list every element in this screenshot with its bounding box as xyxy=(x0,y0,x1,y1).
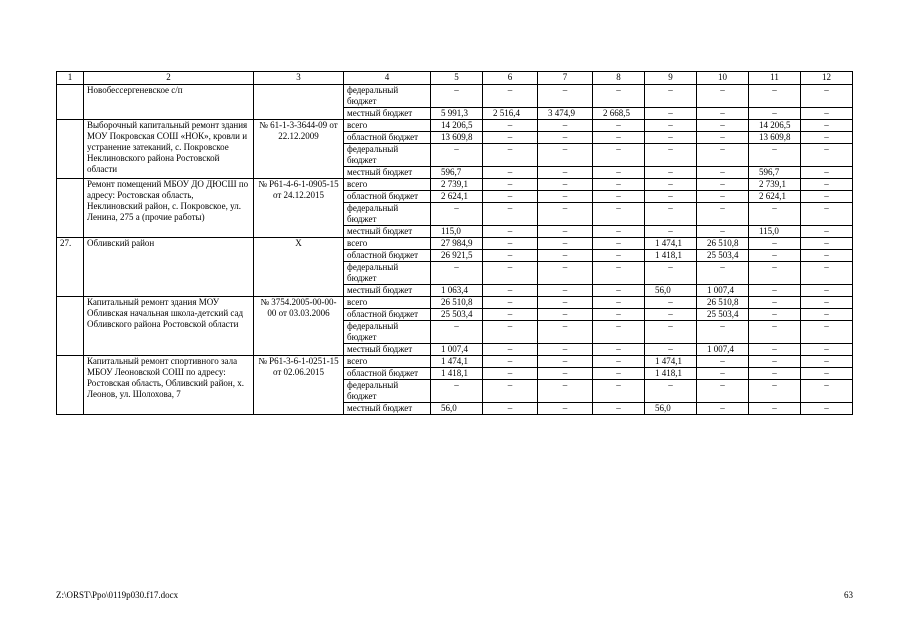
value-cell: 13 609,8 xyxy=(431,132,483,144)
value-cell: – xyxy=(697,356,749,368)
value-cell: – xyxy=(593,191,645,203)
value-cell: – xyxy=(749,238,801,250)
value-cell: – xyxy=(593,297,645,309)
object-name: Выборочный капитальный ремонт здания МОУ Покровская СОШ «НОК», кровли и устранение затеканий, с. Покровское Неклиновского района Ростовской области xyxy=(84,120,254,179)
value-cell: – xyxy=(431,85,483,108)
value-cell: 26 510,8 xyxy=(697,238,749,250)
document-reference: № 61-1-3-3644-09 от 22.12.2009 xyxy=(254,120,344,179)
value-cell: – xyxy=(538,144,593,167)
value-cell: – xyxy=(431,380,483,403)
value-cell: 596,7 xyxy=(749,167,801,179)
value-cell: – xyxy=(801,144,853,167)
value-cell: – xyxy=(593,380,645,403)
value-cell: – xyxy=(697,203,749,226)
value-cell: – xyxy=(483,321,538,344)
value-cell: – xyxy=(697,132,749,144)
value-cell: – xyxy=(538,226,593,238)
funding-source: местный бюджет xyxy=(344,344,431,356)
value-cell: – xyxy=(697,85,749,108)
funding-source: федеральный бюджет xyxy=(344,380,431,403)
value-cell: – xyxy=(645,179,697,191)
column-header-7: 7 xyxy=(538,72,593,85)
value-cell: – xyxy=(431,144,483,167)
value-cell: 25 503,4 xyxy=(697,250,749,262)
value-cell: – xyxy=(483,309,538,321)
value-cell: 1 474,1 xyxy=(645,238,697,250)
funding-source: областной бюджет xyxy=(344,191,431,203)
value-cell: 1 007,4 xyxy=(697,344,749,356)
value-cell: 1 474,1 xyxy=(645,356,697,368)
value-cell: – xyxy=(645,120,697,132)
table-body xyxy=(57,85,853,415)
column-header-3: 3 xyxy=(254,72,344,85)
value-cell: 2 739,1 xyxy=(431,179,483,191)
document-reference: № Р61-4-6-1-0905-15 от 24.12.2015 xyxy=(254,179,344,238)
value-cell: – xyxy=(538,179,593,191)
value-cell: – xyxy=(749,250,801,262)
value-cell: – xyxy=(697,380,749,403)
document-reference: Х xyxy=(254,238,344,297)
value-cell: – xyxy=(697,167,749,179)
document-reference xyxy=(254,85,344,120)
funding-source: всего xyxy=(344,356,431,368)
value-cell: – xyxy=(801,297,853,309)
budget-table-wrapper xyxy=(56,71,852,415)
value-cell: – xyxy=(593,120,645,132)
value-cell: – xyxy=(697,368,749,380)
value-cell: – xyxy=(645,167,697,179)
object-name: Ремонт помещений МБОУ ДО ДЮСШ по адресу: Ростовская область, Неклиновский район, с. Покровское, ул. Ленина, 275 а (прочие работы) xyxy=(84,179,254,238)
value-cell: – xyxy=(697,108,749,120)
value-cell: – xyxy=(593,167,645,179)
value-cell: – xyxy=(645,344,697,356)
value-cell: – xyxy=(483,120,538,132)
row-number xyxy=(57,120,84,179)
value-cell: – xyxy=(538,356,593,368)
value-cell: – xyxy=(645,262,697,285)
value-cell: – xyxy=(538,203,593,226)
column-header-4: 4 xyxy=(344,72,431,85)
funding-source: федеральный бюджет xyxy=(344,321,431,344)
value-cell: – xyxy=(801,250,853,262)
value-cell: – xyxy=(483,85,538,108)
funding-source: всего xyxy=(344,238,431,250)
value-cell: – xyxy=(645,85,697,108)
value-cell: – xyxy=(593,203,645,226)
funding-source: областной бюджет xyxy=(344,250,431,262)
value-cell: 26 921,5 xyxy=(431,250,483,262)
value-cell: – xyxy=(801,85,853,108)
value-cell: – xyxy=(801,203,853,226)
funding-source: местный бюджет xyxy=(344,108,431,120)
value-cell: – xyxy=(697,403,749,415)
value-cell: – xyxy=(749,356,801,368)
value-cell: – xyxy=(697,191,749,203)
table-row xyxy=(57,238,853,250)
row-number xyxy=(57,356,84,415)
table-header-row xyxy=(57,72,853,85)
value-cell: – xyxy=(801,179,853,191)
column-header-10: 10 xyxy=(697,72,749,85)
funding-source: всего xyxy=(344,297,431,309)
column-header-2: 2 xyxy=(84,72,254,85)
value-cell: – xyxy=(483,179,538,191)
value-cell: – xyxy=(749,262,801,285)
value-cell: – xyxy=(593,250,645,262)
funding-source: местный бюджет xyxy=(344,285,431,297)
value-cell: 25 503,4 xyxy=(697,309,749,321)
value-cell: – xyxy=(749,85,801,108)
column-header-1: 1 xyxy=(57,72,84,85)
value-cell: – xyxy=(749,297,801,309)
value-cell: – xyxy=(749,309,801,321)
value-cell: – xyxy=(593,321,645,344)
value-cell: – xyxy=(801,108,853,120)
column-header-9: 9 xyxy=(645,72,697,85)
value-cell: 115,0 xyxy=(749,226,801,238)
value-cell: – xyxy=(697,179,749,191)
document-reference: № Р61-3-6-1-0251-15 от 02.06.2015 xyxy=(254,356,344,415)
value-cell: – xyxy=(431,203,483,226)
value-cell: – xyxy=(749,203,801,226)
row-number: 27. xyxy=(57,238,84,297)
value-cell: – xyxy=(593,403,645,415)
value-cell: 56,0 xyxy=(645,403,697,415)
value-cell: – xyxy=(483,356,538,368)
value-cell: – xyxy=(483,191,538,203)
column-header-11: 11 xyxy=(749,72,801,85)
value-cell: – xyxy=(645,321,697,344)
funding-source: всего xyxy=(344,179,431,191)
value-cell: 596,7 xyxy=(431,167,483,179)
footer-file-path: Z:\ORST\Ppo\0119p030.f17.docx xyxy=(56,590,179,600)
value-cell: – xyxy=(749,344,801,356)
value-cell: – xyxy=(483,238,538,250)
value-cell: – xyxy=(645,226,697,238)
value-cell: – xyxy=(801,344,853,356)
object-name: Капитальный ремонт здания МОУ Обливская начальная школа-детский сад Обливского района Ростовской области xyxy=(84,297,254,356)
value-cell: – xyxy=(749,285,801,297)
funding-source: федеральный бюджет xyxy=(344,262,431,285)
value-cell: 1 418,1 xyxy=(645,368,697,380)
value-cell: 14 206,5 xyxy=(749,120,801,132)
value-cell: 2 624,1 xyxy=(431,191,483,203)
value-cell: – xyxy=(749,380,801,403)
value-cell: – xyxy=(538,285,593,297)
value-cell: – xyxy=(593,344,645,356)
value-cell: – xyxy=(801,285,853,297)
footer-page-number: 63 xyxy=(844,590,853,600)
value-cell: – xyxy=(801,368,853,380)
value-cell: 1 007,4 xyxy=(697,285,749,297)
value-cell: – xyxy=(431,262,483,285)
value-cell: 1 007,4 xyxy=(431,344,483,356)
value-cell: – xyxy=(645,203,697,226)
value-cell: – xyxy=(801,321,853,344)
value-cell: – xyxy=(593,238,645,250)
value-cell: – xyxy=(538,403,593,415)
column-header-12: 12 xyxy=(801,72,853,85)
value-cell: – xyxy=(801,380,853,403)
value-cell: – xyxy=(749,368,801,380)
value-cell: – xyxy=(801,132,853,144)
column-header-5: 5 xyxy=(431,72,483,85)
value-cell: – xyxy=(645,191,697,203)
value-cell: – xyxy=(593,368,645,380)
funding-source: федеральный бюджет xyxy=(344,144,431,167)
funding-source: областной бюджет xyxy=(344,368,431,380)
value-cell: – xyxy=(697,226,749,238)
column-header-6: 6 xyxy=(483,72,538,85)
value-cell: – xyxy=(593,132,645,144)
value-cell: – xyxy=(483,167,538,179)
value-cell: – xyxy=(538,297,593,309)
value-cell: – xyxy=(483,262,538,285)
value-cell: – xyxy=(801,238,853,250)
value-cell: 2 668,5 xyxy=(593,108,645,120)
object-name: Новобессергеневское с/п xyxy=(84,85,254,120)
funding-source: федеральный бюджет xyxy=(344,85,431,108)
value-cell: – xyxy=(593,144,645,167)
value-cell: 2 739,1 xyxy=(749,179,801,191)
value-cell: 3 474,9 xyxy=(538,108,593,120)
value-cell: – xyxy=(645,309,697,321)
value-cell: – xyxy=(749,321,801,344)
value-cell: – xyxy=(749,108,801,120)
value-cell: – xyxy=(538,132,593,144)
value-cell: – xyxy=(593,179,645,191)
value-cell: – xyxy=(749,144,801,167)
table-row xyxy=(57,356,853,368)
value-cell: 1 474,1 xyxy=(431,356,483,368)
value-cell: – xyxy=(801,403,853,415)
row-number xyxy=(57,297,84,356)
funding-source: областной бюджет xyxy=(344,132,431,144)
value-cell: – xyxy=(483,297,538,309)
table-row xyxy=(57,120,853,132)
value-cell: – xyxy=(538,167,593,179)
value-cell: – xyxy=(538,238,593,250)
value-cell: – xyxy=(483,380,538,403)
value-cell: – xyxy=(697,262,749,285)
value-cell: – xyxy=(593,285,645,297)
value-cell: – xyxy=(538,309,593,321)
value-cell: 5 991,3 xyxy=(431,108,483,120)
value-cell: 14 206,5 xyxy=(431,120,483,132)
value-cell: – xyxy=(593,226,645,238)
funding-source: федеральный бюджет xyxy=(344,203,431,226)
value-cell: 1 418,1 xyxy=(645,250,697,262)
value-cell: – xyxy=(483,344,538,356)
value-cell: – xyxy=(645,297,697,309)
funding-source: всего xyxy=(344,120,431,132)
value-cell: – xyxy=(593,262,645,285)
value-cell: 13 609,8 xyxy=(749,132,801,144)
funding-source: областной бюджет xyxy=(344,309,431,321)
value-cell: – xyxy=(645,380,697,403)
funding-source: местный бюджет xyxy=(344,226,431,238)
value-cell: – xyxy=(801,167,853,179)
value-cell: 2 516,4 xyxy=(483,108,538,120)
value-cell: – xyxy=(697,321,749,344)
row-number xyxy=(57,85,84,120)
object-name: Капитальный ремонт спортивного зала МБОУ Леоновской СОШ по адресу: Ростовская область, Обливский район, х. Леонов, ул. Шолохова, 7 xyxy=(84,356,254,415)
value-cell: – xyxy=(801,356,853,368)
value-cell: – xyxy=(483,132,538,144)
value-cell: – xyxy=(483,203,538,226)
value-cell: – xyxy=(538,380,593,403)
value-cell: – xyxy=(538,85,593,108)
value-cell: – xyxy=(431,321,483,344)
table-row xyxy=(57,179,853,191)
value-cell: 1 063,4 xyxy=(431,285,483,297)
value-cell: – xyxy=(538,250,593,262)
row-number xyxy=(57,179,84,238)
value-cell: – xyxy=(593,309,645,321)
value-cell: – xyxy=(645,108,697,120)
value-cell: – xyxy=(483,403,538,415)
value-cell: 27 984,9 xyxy=(431,238,483,250)
value-cell: 26 510,8 xyxy=(697,297,749,309)
value-cell: – xyxy=(538,262,593,285)
value-cell: 56,0 xyxy=(431,403,483,415)
value-cell: – xyxy=(538,120,593,132)
value-cell: 26 510,8 xyxy=(431,297,483,309)
value-cell: – xyxy=(483,285,538,297)
value-cell: – xyxy=(801,191,853,203)
value-cell: – xyxy=(538,191,593,203)
value-cell: – xyxy=(593,356,645,368)
value-cell: – xyxy=(801,262,853,285)
value-cell: – xyxy=(538,321,593,344)
value-cell: – xyxy=(593,85,645,108)
value-cell: – xyxy=(483,368,538,380)
value-cell: 56,0 xyxy=(645,285,697,297)
value-cell: 2 624,1 xyxy=(749,191,801,203)
value-cell: – xyxy=(749,403,801,415)
value-cell: – xyxy=(483,250,538,262)
value-cell: – xyxy=(538,368,593,380)
object-name: Обливский район xyxy=(84,238,254,297)
budget-table xyxy=(56,71,853,415)
value-cell: – xyxy=(483,144,538,167)
value-cell: – xyxy=(538,344,593,356)
table-row xyxy=(57,85,853,108)
value-cell: – xyxy=(645,132,697,144)
document-reference: № 3754.2005-00-00-00 от 03.03.2006 xyxy=(254,297,344,356)
value-cell: – xyxy=(697,120,749,132)
value-cell: 1 418,1 xyxy=(431,368,483,380)
value-cell: – xyxy=(801,226,853,238)
funding-source: местный бюджет xyxy=(344,167,431,179)
value-cell: – xyxy=(697,144,749,167)
value-cell: – xyxy=(483,226,538,238)
value-cell: – xyxy=(645,144,697,167)
value-cell: – xyxy=(801,120,853,132)
funding-source: местный бюджет xyxy=(344,403,431,415)
value-cell: 115,0 xyxy=(431,226,483,238)
column-header-8: 8 xyxy=(593,72,645,85)
value-cell: – xyxy=(801,309,853,321)
value-cell: 25 503,4 xyxy=(431,309,483,321)
table-row xyxy=(57,297,853,309)
